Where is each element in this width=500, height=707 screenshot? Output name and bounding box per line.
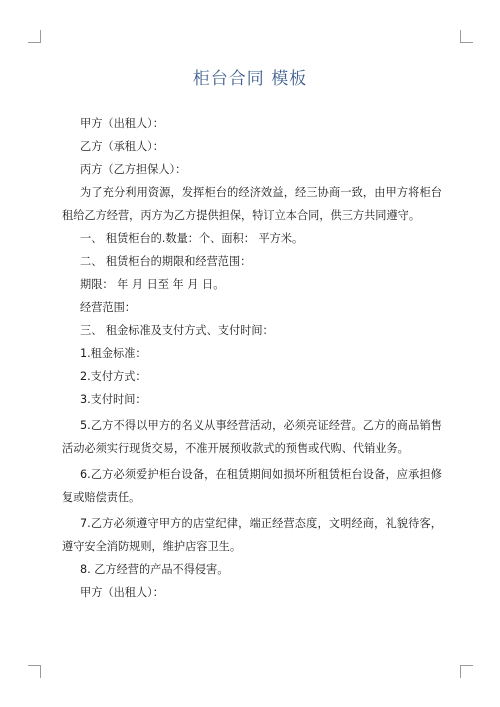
party-a-sign-line: 甲方（出租人）：: [80, 586, 164, 599]
term-line: 期限： 年 月 日至 年 月 日。: [80, 278, 225, 291]
crop-mark-bottom-left: [28, 665, 41, 678]
document-body: [62, 112, 442, 604]
item-6-paragraph: 6.乙方必须爱护柜台设备，在租赁期间如损坏所租赁柜台设备，应承担修复或赔偿责任。: [62, 468, 442, 504]
item-5-paragraph: 5.乙方不得以甲方的名义从事经营活动，必须亮证经营。乙方的商品销售活动必须实行现货交易，不准开展预收款式的预售或代购、代销业务。: [62, 419, 442, 455]
party-c-line: 丙方（乙方担保人）：: [80, 163, 187, 176]
party-b-line: 乙方（承租人）：: [80, 140, 164, 153]
rent-standard-line: 1.租金标准：: [80, 347, 147, 360]
item-7-paragraph: 7.乙方必须遵守甲方的店堂纪律，端正经营态度，文明经商，礼貌待客，遵守安全消防规则，维护店容卫生。: [62, 517, 442, 553]
crop-mark-bottom-right: [460, 665, 473, 678]
clause-3-line: 三、 租金标准及支付方式、支付时间：: [80, 324, 274, 337]
clause-1-line: 一、 租赁柜台的.数量：个、面积： 平方米。: [80, 232, 304, 245]
scope-line: 经营范围：: [80, 301, 136, 314]
crop-mark-top-right: [460, 30, 473, 43]
payment-method-line: 2.支付方式：: [80, 370, 147, 383]
preamble-paragraph: 为了充分利用资源，发挥柜台的经济效益，经三协商一致，由甲方将柜台租给乙方经营，丙方为乙方提供担保，特订立本合同，供三方共同遵守。: [62, 186, 442, 222]
document-title: 柜台合同 模板: [192, 69, 308, 89]
item-8-line: 8. 乙方经营的产品不得侵害。: [80, 563, 229, 576]
party-a-line: 甲方（出租人）：: [80, 117, 164, 130]
payment-time-line: 3.支付时间：: [80, 393, 147, 406]
clause-2-line: 二、 租赁柜台的期限和经营范围：: [80, 255, 252, 268]
crop-mark-top-left: [28, 30, 41, 43]
